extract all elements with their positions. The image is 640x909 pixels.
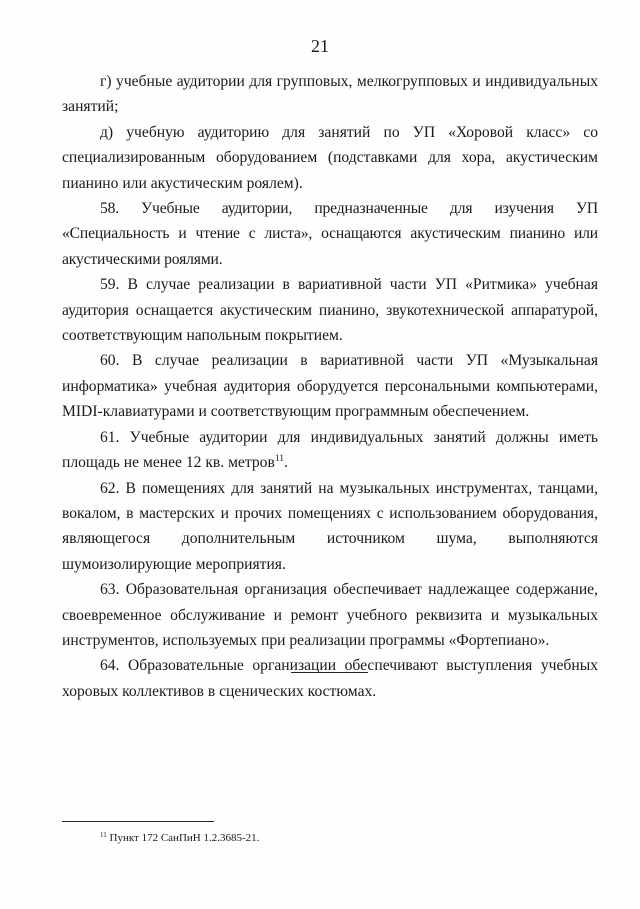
section-end-divider <box>291 672 368 673</box>
paragraph-61-end: . <box>283 454 288 472</box>
footnote-marker: 11 <box>100 831 107 839</box>
paragraph-62: 62. В помещениях для занятий на музыкальных инструментах, танцами, вокалом, в мастерских и прочих помещениях с использованием оборудования, являющегося дополнительным источником шума, выполняются шумоизолирующие мероприятия. <box>62 479 598 573</box>
paragraph-61-text: 61. Учебные аудитории для индивидуальных занятий должны иметь площадь не менее 12 кв. метров <box>62 428 598 472</box>
paragraph-d: д) учебную аудиторию для занятий по УП «Хоровой класс» со специализированным оборудованием (подставками для хора, акустическим пианино или акустическим роялем). <box>62 123 598 192</box>
footnote-reference: 11 <box>274 454 284 465</box>
footnote-text: Пункт 172 СанПиН 1.2.3685-21. <box>106 832 260 844</box>
paragraph-60: 60. В случае реализации в вариативной части УП «Музыкальная информатика» учебная аудитория оборудуется персональными компьютерами, MIDI-клавиатурами и соответствующим программным обеспечением. <box>62 352 598 421</box>
paragraph-63: 63. Образовательная организация обеспечивает надлежащее содержание, своевременное обслуживание и ремонт учебного реквизита и музыкальных инструментов, используемых при реализации программы «Фортепиано». <box>62 581 598 649</box>
paragraph-61 <box>62 425 598 476</box>
paragraph-58: 58. Учебные аудитории, предназначенные для изучения УП «Специальность и чтение с листа», оснащаются акустическим пианино или акустическими роялями. <box>62 200 598 268</box>
document-body <box>62 69 598 704</box>
footnote-divider <box>62 821 214 822</box>
page-number: 21 <box>311 36 329 56</box>
paragraph-59: 59. В случае реализации в вариативной части УП «Ритмика» учебная аудитория оснащается акустическим пианино, звукотехнической аппаратурой, соответствующим напольным покрытием. <box>62 276 598 345</box>
footnote <box>100 831 259 845</box>
paragraph-g: г) учебные аудитории для групповых, мелкогрупповых и индивидуальных занятий; <box>62 73 598 116</box>
paragraph-64: 64. Образовательные организации обеспечивают выступления учебных хоровых коллективов в сценических костюмах. <box>62 657 598 700</box>
